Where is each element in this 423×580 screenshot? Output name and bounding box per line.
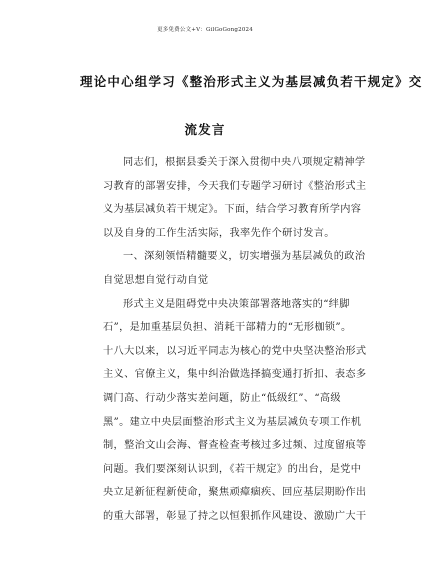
paragraph-line: 央立足新征程新使命，聚焦顽瘴痼疾、回应基层期盼作出 [103, 487, 367, 499]
paragraph-line: 义为基层减负若干规定》。下面，结合学习教育所学内容 [103, 204, 362, 216]
paragraph-line: 黑”。建立中央层面整治形式主义为基层减负专项工作机 [103, 416, 362, 428]
paragraph-line: 制，整治文山会海、督查检查考核过多过频、过度留痕等 [103, 440, 367, 452]
watermark-text: 更多免费公文+V：GilGoGong2024 [157, 27, 253, 33]
paragraph-line: 同志们，根据县委关于深入贯彻中央八项规定精神学 [123, 157, 366, 168]
paragraph-line: 石”，是加重基层负担、消耗干部精力的“无形枷锁”。 [103, 322, 352, 334]
section-heading-line: 一、深刻领悟精髓要义，切实增强为基层减负的政治 [123, 251, 366, 263]
document-title-line-1: 理论中心组学习《整治形式主义为基层减负若干规定》交 [80, 74, 423, 89]
paragraph-line: 十八大以来，以习近平同志为核心的党中央坚决整治形式 [103, 345, 367, 357]
paragraph-line: 主义、官僚主义，集中纠治做选择搞变通打折扣、表态多 [103, 369, 367, 381]
paragraph-line: 以及自身的工作生活实际，我率先作个研讨发言。 [103, 227, 335, 239]
paragraph-line: 习教育的部署安排，今天我们专题学习研讨《整治形式主 [103, 180, 367, 192]
paragraph-line: 的重大部署，彰显了持之以恒狠抓作风建设、激励广大干 [103, 510, 367, 522]
document-body [103, 151, 367, 529]
paragraph-line: 调门高、行动少落实差问题，防止“低级红”、“高级 [103, 392, 341, 404]
section-heading-line: 自觉思想自觉行动自觉 [103, 274, 209, 286]
paragraph-line: 问题。我们要深刻认识到，《若干规定》的出台，是党中 [103, 463, 362, 475]
document-title-line-2: 流发言 [184, 122, 226, 137]
paragraph-line: 形式主义是阻碍党中央决策部署落地落实的“绊脚 [123, 298, 350, 310]
